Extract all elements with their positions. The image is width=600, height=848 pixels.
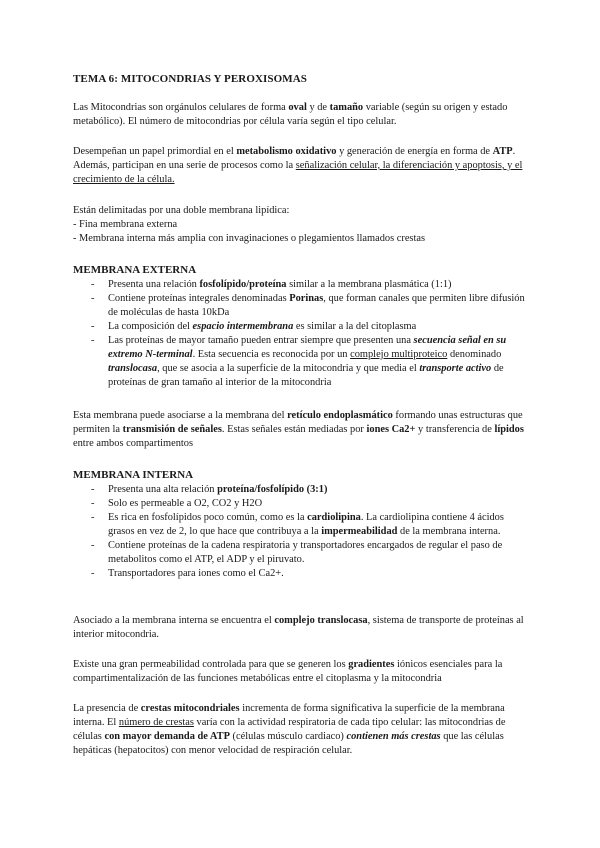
paragraph-gradientes: Existe una gran permeabilidad controlada para que se generen los gradientes iónicos esenciales para la compartimentalización de las funciones metabólicas entre el citoplasma y la mitocondria — [73, 659, 503, 684]
list-item: - Presenta una alta relación proteína/fosfolípido (3:1) — [73, 483, 529, 497]
paragraph-intro: Las Mitocondrias son orgánulos celulares de forma oval y de tamaño variable (según su origen y estado metabólico). El número de mitocondrias por célula varía según el tipo celular. — [73, 102, 508, 127]
paragraph-crestas: La presencia de crestas mitocondriales incrementa de forma significativa la superficie de la membrana interna. El número de crestas varía con la actividad respiratoria de cada tipo celular: las mitocondrias de células con mayor demanda de ATP (células músculo cardiaco) contienen más crestas que las células hepáticas (hepatocitos) con menor velocidad de respiración celular. — [73, 703, 506, 756]
membranes-intro: Están delimitadas por una doble membrana lipídica: — [73, 205, 290, 216]
list-membrana-interna — [73, 483, 529, 581]
membranes-line-internal: - Membrana interna más amplia con invaginaciones o plegamientos llamados crestas — [73, 233, 426, 244]
list-item: - Es rica en fosfolípidos poco común, como es la cardiolipina. La cardiolipina contiene 4 ácidos grasos en vez de 2, lo que hace que contribuya a la impermeabilidad de la membrana interna. — [73, 511, 529, 539]
membranes-line-external: - Fina membrana externa — [73, 219, 178, 230]
list-item: - Transportadores para iones como el Ca2+. — [73, 567, 529, 581]
heading-membrana-interna: MEMBRANA INTERNA — [73, 469, 194, 481]
list-item: - Contiene proteínas de la cadena respiratoria y transportadores encargados de regular el paso de metabolitos como el ATP, el ADP y el piruvato. — [73, 539, 529, 567]
list-item: - Las proteínas de mayor tamaño pueden entrar siempre que presenten una secuencia señal en su extremo N-terminal. Esta secuencia es reconocida por un complejo multiproteico denominado translocasa, que se asocia a la superficie de la mitocondria y que media el transporte activo de proteínas de gran tamaño al interior de la mitocondria — [73, 334, 529, 390]
paragraph-translocasa: Asociado a la membrana interna se encuentra el complejo translocasa, sistema de transporte de proteínas al interior mitocondria. — [73, 615, 524, 640]
page-title: TEMA 6: MITOCONDRIAS Y PEROXISOMAS — [73, 73, 308, 85]
paragraph-externa-reticulo: Esta membrana puede asociarse a la membrana del retículo endoplasmático formando unas estructuras que permiten la transmisión de señales. Estas señales están mediadas por iones Ca2+ y transferencia de lípidos entre ambos compartimentos — [73, 410, 524, 449]
paragraph-membranes — [73, 204, 529, 246]
paragraph-function: Desempeñan un papel primordial en el metabolismo oxidativo y generación de energía en forma de ATP. Además, participan en una serie de procesos como la señalización celular, la diferenciación y apoptosis, y el crecimiento de la célula. — [73, 146, 523, 185]
list-membrana-externa — [73, 278, 529, 390]
list-item: - Presenta una relación fosfolípido/proteína similar a la membrana plasmática (1:1) — [73, 278, 529, 292]
heading-membrana-externa: MEMBRANA EXTERNA — [73, 264, 197, 276]
list-item: - Solo es permeable a O2, CO2 y H2O — [73, 497, 529, 511]
list-item: - La composición del espacio intermembrana es similar a la del citoplasma — [73, 320, 529, 334]
list-item: - Contiene proteínas integrales denominadas Porinas, que forman canales que permiten libre difusión de moléculas de hasta 10kDa — [73, 292, 529, 320]
